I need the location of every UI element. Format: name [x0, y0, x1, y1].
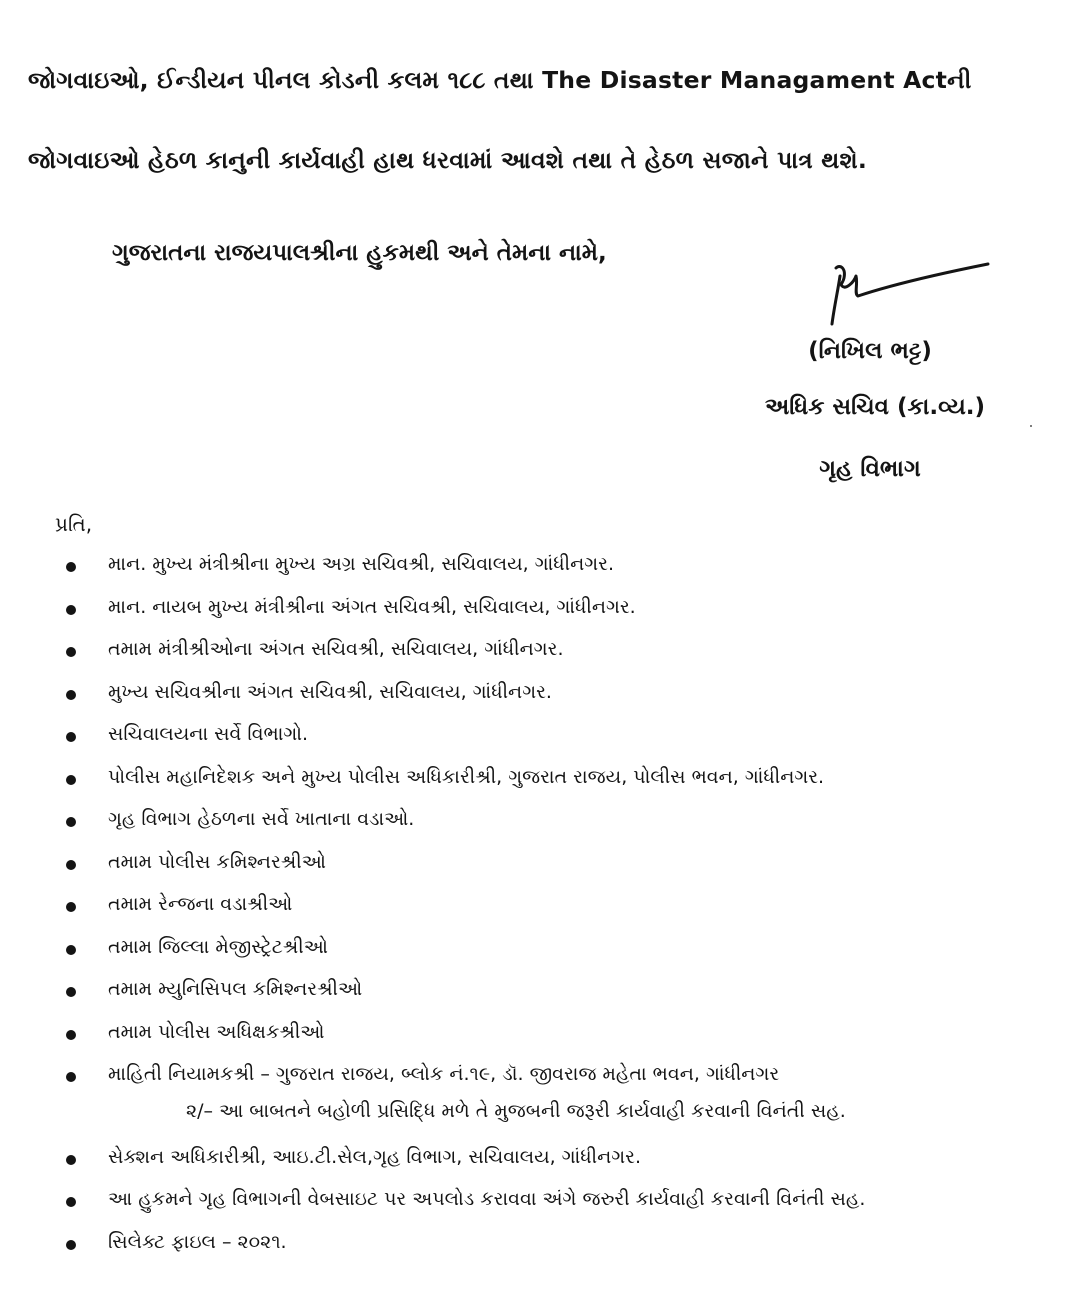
- bullet-icon: [66, 987, 76, 997]
- bullet-icon: [66, 647, 76, 657]
- bullet-icon: [66, 902, 76, 912]
- recipient-item: [0, 553, 1080, 596]
- bullet-icon: [66, 860, 76, 870]
- signatory-name: (નિખિલ ભટ્ટ): [808, 338, 932, 364]
- recipient-item: [0, 681, 1080, 724]
- recipient-text: તમામ પોલીસ કમિશ્નરશ્રીઓ: [108, 850, 326, 873]
- bullet-icon: [66, 732, 76, 742]
- recipient-item: [0, 936, 1080, 979]
- bullet-icon: [66, 1155, 76, 1165]
- recipient-item: [0, 808, 1080, 851]
- recipient-item: [0, 1231, 1080, 1274]
- recipient-note: [0, 1099, 1080, 1146]
- recipient-item: [0, 1021, 1080, 1064]
- recipient-item: [0, 596, 1080, 639]
- bullet-icon: [66, 945, 76, 955]
- recipient-note-text: ૨/– આ બાબતને બહોળી પ્રસિદ્ધિ મળે તે મુજબની જરૂરી કાર્યવાહી કરવાની વિનંતી સહ.: [186, 1099, 846, 1122]
- recipient-text: માહિતી નિયામકશ્રી – ગુજરાત રાજય, બ્લોક નં.૧૯, ડૉ. જીવરાજ મહેતા ભવન, ગાંધીનગર: [108, 1063, 780, 1085]
- bullet-icon: [66, 817, 76, 827]
- body-paragraph-line-2: જોગવાઇઓ હેઠળ કાનુની કાર્યવાહી હાથ ધરવામાં આવશે તથા તે હેઠળ સજાને પાત્ર થશે.: [28, 146, 867, 174]
- bullet-icon: [66, 1072, 76, 1082]
- handwritten-signature: [828, 250, 998, 330]
- recipient-text: તમામ રેન્જના વડાશ્રીઓ: [108, 893, 293, 915]
- recipient-text: માન. નાયબ મુખ્ય મંત્રીશ્રીના અંગત સચિવશ્રી, સચિવાલય, ગાંધીનગર.: [108, 595, 636, 618]
- recipients-list: [0, 553, 1080, 1273]
- recipient-text: મુખ્ય સચિવશ્રીના અંગત સચિવશ્રી, સચિવાલય, ગાંધીનગર.: [108, 680, 552, 703]
- recipient-item: [0, 851, 1080, 894]
- recipients-heading: પ્રતિ,: [55, 512, 93, 536]
- recipient-text: પોલીસ મહાનિદેશક અને મુખ્ય પોલીસ અધિકારીશ્રી, ગુજરાત રાજય, પોલીસ ભવન, ગાંધીનગર.: [108, 765, 825, 788]
- bullet-icon: [66, 562, 76, 572]
- body-paragraph-line-1: જોગવાઇઓ, ઈન્ડીયન પીનલ કોડની કલમ ૧૮૮ તથા The Disaster Managament Actની: [28, 66, 972, 94]
- bullet-icon: [66, 690, 76, 700]
- recipient-text: સચિવાલયના સર્વે વિભાગો.: [108, 723, 309, 745]
- recipient-text: સેક્શન અધિકારીશ્રી, આઇ.ટી.સેલ,ગૃહ વિભાગ, સચિવાલય, ગાંધીનગર.: [108, 1145, 641, 1168]
- signatory-designation: અધિક સચિવ (કા.વ્ય.): [764, 394, 986, 420]
- stray-mark: [1030, 425, 1032, 427]
- bullet-icon: [66, 1197, 76, 1207]
- recipient-item: [0, 766, 1080, 809]
- bullet-icon: [66, 1240, 76, 1250]
- recipient-text: ગૃહ વિભાગ હેઠળના સર્વે ખાતાના વડાઓ.: [108, 808, 415, 830]
- recipient-item: [0, 1188, 1080, 1231]
- bullet-icon: [66, 1030, 76, 1040]
- recipient-item: [0, 638, 1080, 681]
- recipient-item: [0, 978, 1080, 1021]
- recipient-text: તમામ મંત્રીશ્રીઓના અંગત સચિવશ્રી, સચિવાલય, ગાંધીનગર.: [108, 638, 564, 660]
- recipient-item: [0, 893, 1080, 936]
- recipient-text: માન. મુખ્ય મંત્રીશ્રીના મુખ્ય અગ્ર સચિવશ્રી, સચિવાલય, ગાંધીનગર.: [108, 553, 615, 575]
- bullet-icon: [66, 775, 76, 785]
- recipient-text: તમામ પોલીસ અધિક્ષકશ્રીઓ: [108, 1020, 325, 1043]
- recipient-text: સિલેક્ટ ફાઇલ – ૨૦૨૧.: [108, 1230, 287, 1253]
- recipient-text: તમામ મ્યુનિસિપલ કમિશ્નરશ્રીઓ: [108, 978, 363, 1000]
- bullet-icon: [66, 605, 76, 615]
- recipient-item: [0, 1146, 1080, 1189]
- order-line: ગુજરાતના રાજયપાલશ્રીના હુકમથી અને તેમના નામે,: [112, 240, 607, 266]
- recipient-text: તમામ જિલ્લા મેજીસ્ટ્રેટશ્રીઓ: [108, 935, 328, 958]
- recipient-text: આ હુકમને ગૃહ વિભાગની વેબસાઇટ પર અપલોડ કરાવવા અંગે જરુરી કાર્યવાહી કરવાની વિનંતી સહ.: [108, 1188, 866, 1210]
- recipient-item: [0, 723, 1080, 766]
- signatory-department: ગૃહ વિભાગ: [819, 456, 921, 482]
